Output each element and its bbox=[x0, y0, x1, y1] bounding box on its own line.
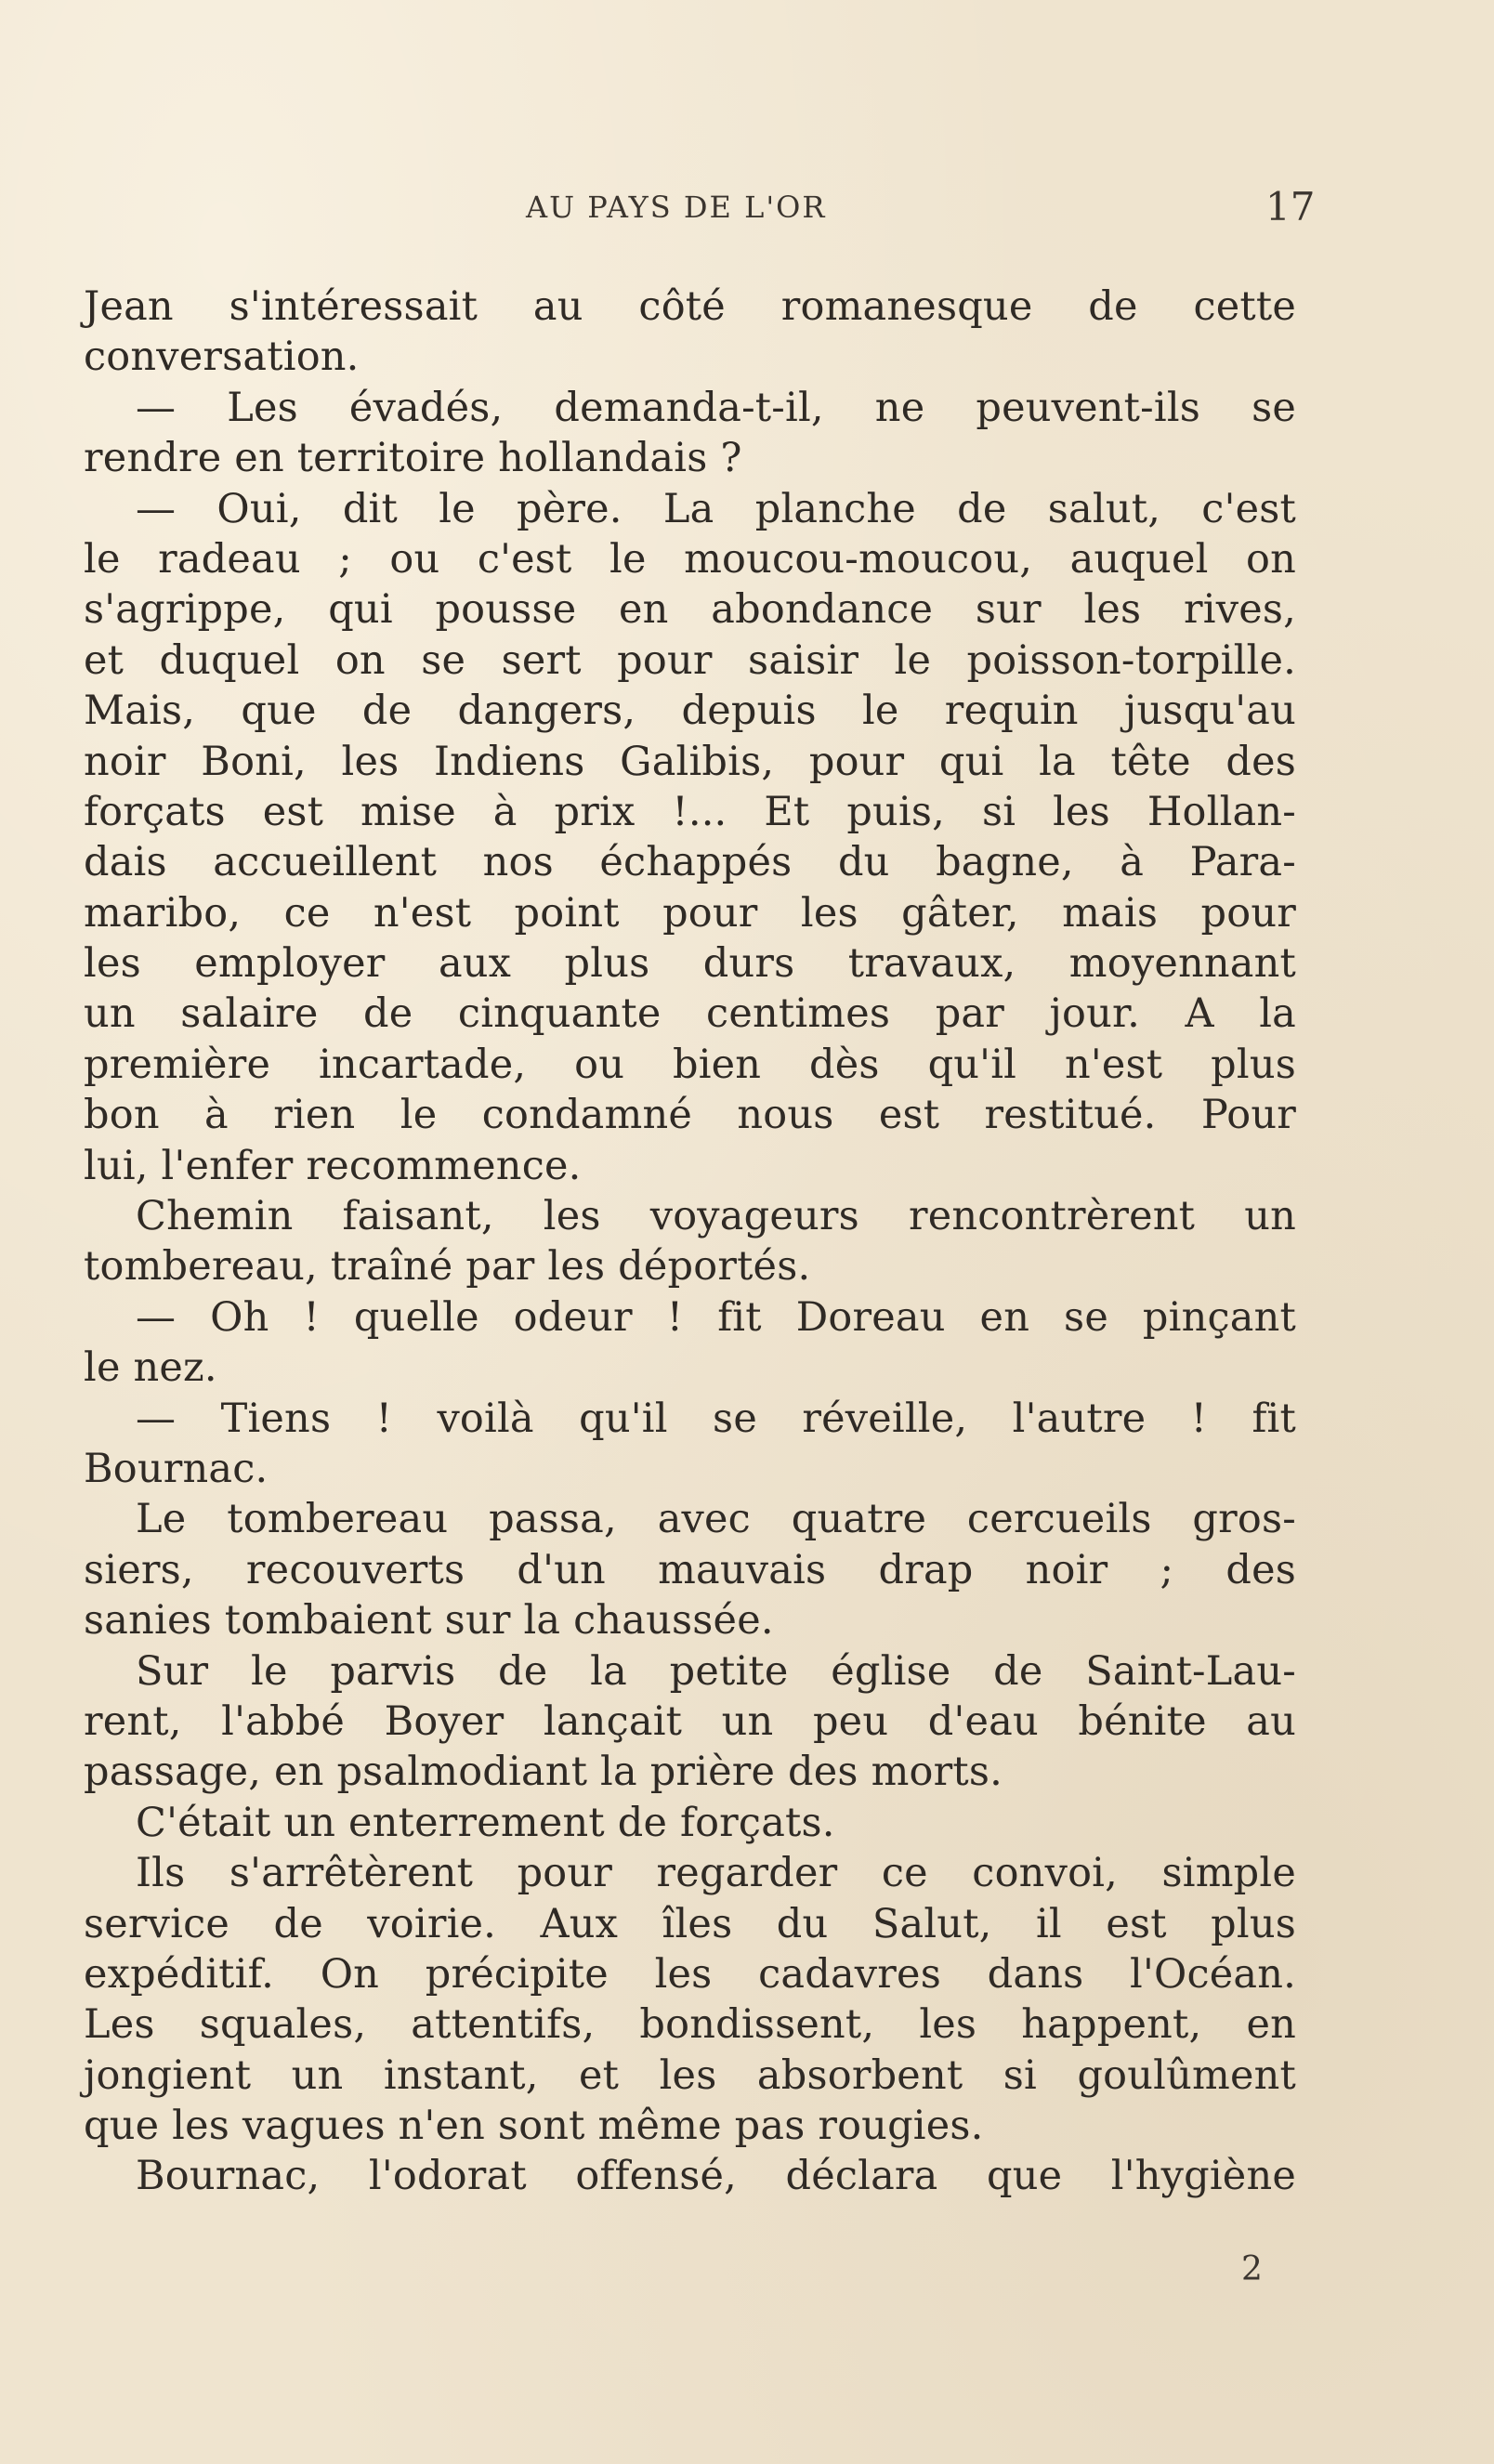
text-line: Le tombereau passa, avec quatre cercueils gros- bbox=[136, 1496, 1296, 1543]
text-line: — Oui, dit le père. La planche de salut, c'est bbox=[136, 485, 1296, 532]
text-line: un salaire de cinquante centimes par jour. A la bbox=[84, 990, 1296, 1038]
body-text bbox=[84, 282, 1296, 2202]
text-line: rent, l'abbé Boyer lançait un peu d'eau bénite au bbox=[84, 1697, 1296, 1745]
text-line: sanies tombaient sur la chaussée. bbox=[84, 1597, 774, 1645]
text-line: expéditif. On précipite les cadavres dans l'Océan. bbox=[84, 1950, 1296, 1998]
text-line: s'agrippe, qui pousse en abondance sur les rives, bbox=[84, 586, 1296, 634]
text-line: Bournac, l'odorat offensé, déclara que l'hygiène bbox=[136, 2153, 1296, 2200]
text-line: forçats est mise à prix !... Et puis, si les Hollan- bbox=[84, 788, 1296, 835]
text-line: Les squales, attentifs, bondissent, les happent, en bbox=[84, 2001, 1296, 2049]
text-line: siers, recouverts d'un mauvais drap noir ; des bbox=[84, 1546, 1296, 1593]
page-number: 17 bbox=[1265, 184, 1316, 229]
text-line: Ils s'arrêtèrent pour regarder ce convoi, simple bbox=[136, 1850, 1296, 1897]
text-line: Jean s'intéressait au côté romanesque de cette bbox=[84, 283, 1296, 330]
signature-mark: 2 bbox=[1241, 2250, 1263, 2288]
text-line: bon à rien le condamné nous est restitué. Pour bbox=[84, 1092, 1296, 1139]
text-line: le nez. bbox=[84, 1344, 217, 1392]
text-line: maribo, ce n'est point pour les gâter, mais pour bbox=[84, 889, 1296, 937]
text-line: jongient un instant, et les absorbent si goulûment bbox=[84, 2051, 1296, 2099]
text-line: première incartade, ou bien dès qu'il n'est plus bbox=[84, 1041, 1296, 1088]
text-line: Sur le parvis de la petite église de Saint-Lau- bbox=[136, 1647, 1296, 1695]
text-line: et duquel on se sert pour saisir le poisson-torpille. bbox=[84, 636, 1296, 684]
text-line: passage, en psalmodiant la prière des morts. bbox=[84, 1749, 1003, 1796]
text-line: — Oh ! quelle odeur ! fit Doreau en se pinçant bbox=[136, 1293, 1296, 1341]
text-line: les employer aux plus durs travaux, moyennant bbox=[84, 940, 1296, 988]
text-line: noir Boni, les Indiens Galibis, pour qui la tête des bbox=[84, 738, 1296, 785]
text-line: service de voirie. Aux îles du Salut, il est plus bbox=[84, 1900, 1296, 1947]
text-line: tombereau, traîné par les déportés. bbox=[84, 1243, 811, 1291]
text-line: rendre en territoire hollandais ? bbox=[84, 435, 742, 482]
text-line: lui, l'enfer recommence. bbox=[84, 1142, 582, 1189]
text-line: — Tiens ! voilà qu'il se réveille, l'autre ! fit bbox=[136, 1395, 1296, 1442]
running-head-title: AU PAYS DE L'OR bbox=[526, 190, 827, 225]
text-line: le radeau ; ou c'est le moucou-moucou, auquel on bbox=[84, 535, 1296, 583]
text-line: Bournac. bbox=[84, 1445, 269, 1492]
text-line: dais accueillent nos échappés du bagne, à Para- bbox=[84, 839, 1296, 886]
text-line: Mais, que de dangers, depuis le requin jusqu'au bbox=[84, 688, 1296, 735]
text-line: que les vagues n'en sont même pas rougies. bbox=[84, 2103, 984, 2150]
text-line: C'était un enterrement de forçats. bbox=[136, 1799, 835, 1846]
text-line: Chemin faisant, les voyageurs rencontrèrent un bbox=[136, 1193, 1296, 1240]
text-line: — Les évadés, demanda-t-il, ne peuvent-ils se bbox=[136, 384, 1296, 431]
text-line: conversation. bbox=[84, 334, 360, 381]
